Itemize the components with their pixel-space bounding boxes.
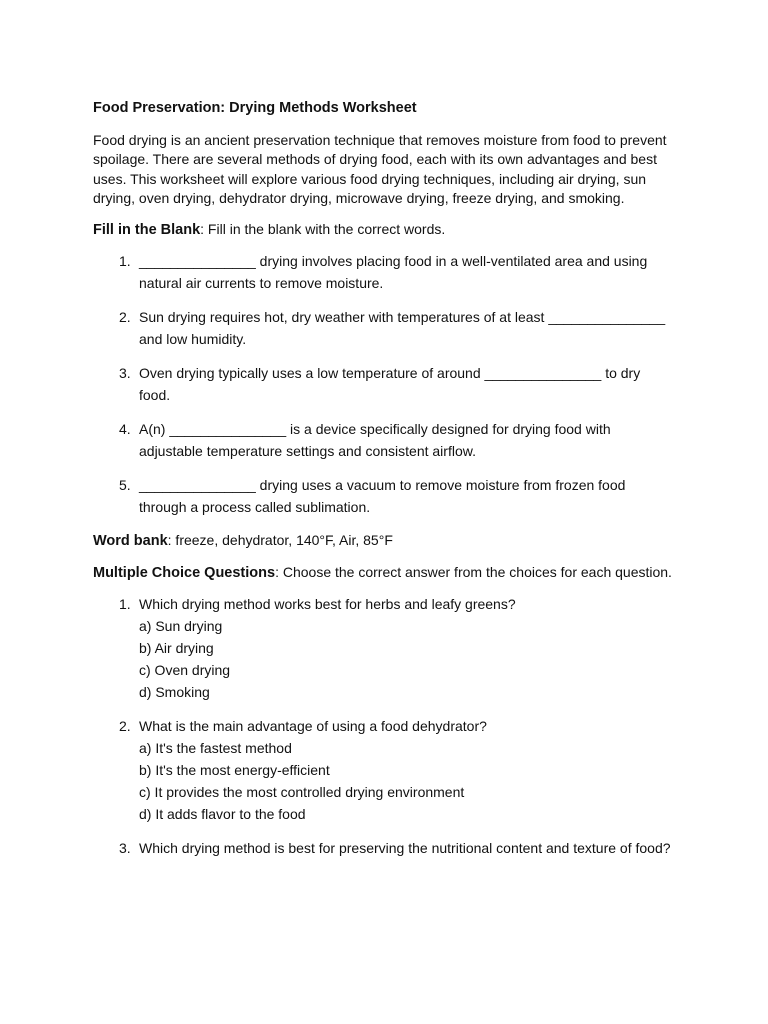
question-text: Which drying method works best for herbs and leafy greens?	[139, 595, 516, 612]
answer-option: c) Oven drying	[139, 661, 231, 678]
fill-in-blank-label: Fill in the Blank	[93, 221, 201, 238]
item-number: 3.	[119, 364, 131, 381]
word-bank	[93, 530, 672, 551]
question-text: What is the main advantage of using a food dehydrator?	[139, 717, 487, 734]
item-text: _______________ drying uses a vacuum to remove moisture from frozen food through a process called sublimation.	[139, 476, 626, 515]
word-bank-label: Word bank	[93, 532, 168, 549]
item-text: Sun drying requires hot, dry weather with temperatures of at least _______________ and low humidity.	[139, 308, 666, 347]
list-item	[119, 250, 672, 294]
multiple-choice-list	[93, 593, 672, 859]
question-text: Which drying method is best for preserving the nutritional content and texture of food?	[139, 839, 671, 856]
answer-option: c) It provides the most controlled drying environment	[139, 783, 465, 800]
list-item	[119, 474, 672, 518]
list-item	[119, 306, 672, 350]
question-item	[119, 837, 672, 859]
list-item	[119, 362, 672, 406]
item-text: Oven drying typically uses a low temperature of around _______________ to dry food.	[139, 364, 641, 403]
question-item	[119, 715, 672, 825]
item-text: A(n) _______________ is a device specifically designed for drying food with adjustable temperature settings and consistent airflow.	[139, 420, 611, 459]
word-bank-words: : freeze, dehydrator, 140°F, Air, 85°F	[167, 531, 393, 548]
answer-option: d) It adds flavor to the food	[139, 805, 306, 822]
question-number: 2.	[119, 717, 131, 734]
item-number: 5.	[119, 476, 131, 493]
answer-options	[139, 615, 672, 703]
fill-in-blank-list	[93, 250, 672, 518]
answer-option: a) Sun drying	[139, 617, 223, 634]
item-text: _______________ drying involves placing food in a well-ventilated area and using natural air currents to remove moisture.	[139, 252, 648, 291]
answer-option: a) It's the fastest method	[139, 739, 292, 756]
fill-in-blank-instruction: : Fill in the blank with the correct words.	[200, 220, 446, 237]
answer-option: b) It's the most energy-efficient	[139, 761, 330, 778]
question-item	[119, 593, 672, 703]
answer-options	[139, 737, 672, 825]
answer-option: b) Air drying	[139, 639, 214, 656]
worksheet-title: Food Preservation: Drying Methods Worksheet	[93, 100, 417, 116]
multiple-choice-heading	[93, 562, 672, 583]
item-number: 2.	[119, 308, 131, 325]
multiple-choice-instruction: : Choose the correct answer from the choices for each question.	[275, 563, 672, 580]
fill-in-blank-heading	[93, 219, 672, 240]
intro-paragraph: Food drying is an ancient preservation technique that removes moisture from food to prevent spoilage. There are several methods of drying food, each with its own advantages and best uses. This worksheet will explore various food drying techniques, including air drying, sun drying, oven drying, dehydrator drying, microwave drying, freeze drying, and smoking.	[93, 132, 667, 207]
item-number: 1.	[119, 252, 131, 269]
item-number: 4.	[119, 420, 131, 437]
question-number: 3.	[119, 839, 131, 856]
list-item	[119, 418, 672, 462]
question-number: 1.	[119, 595, 131, 612]
multiple-choice-label: Multiple Choice Questions	[93, 564, 276, 581]
answer-option: d) Smoking	[139, 683, 210, 700]
